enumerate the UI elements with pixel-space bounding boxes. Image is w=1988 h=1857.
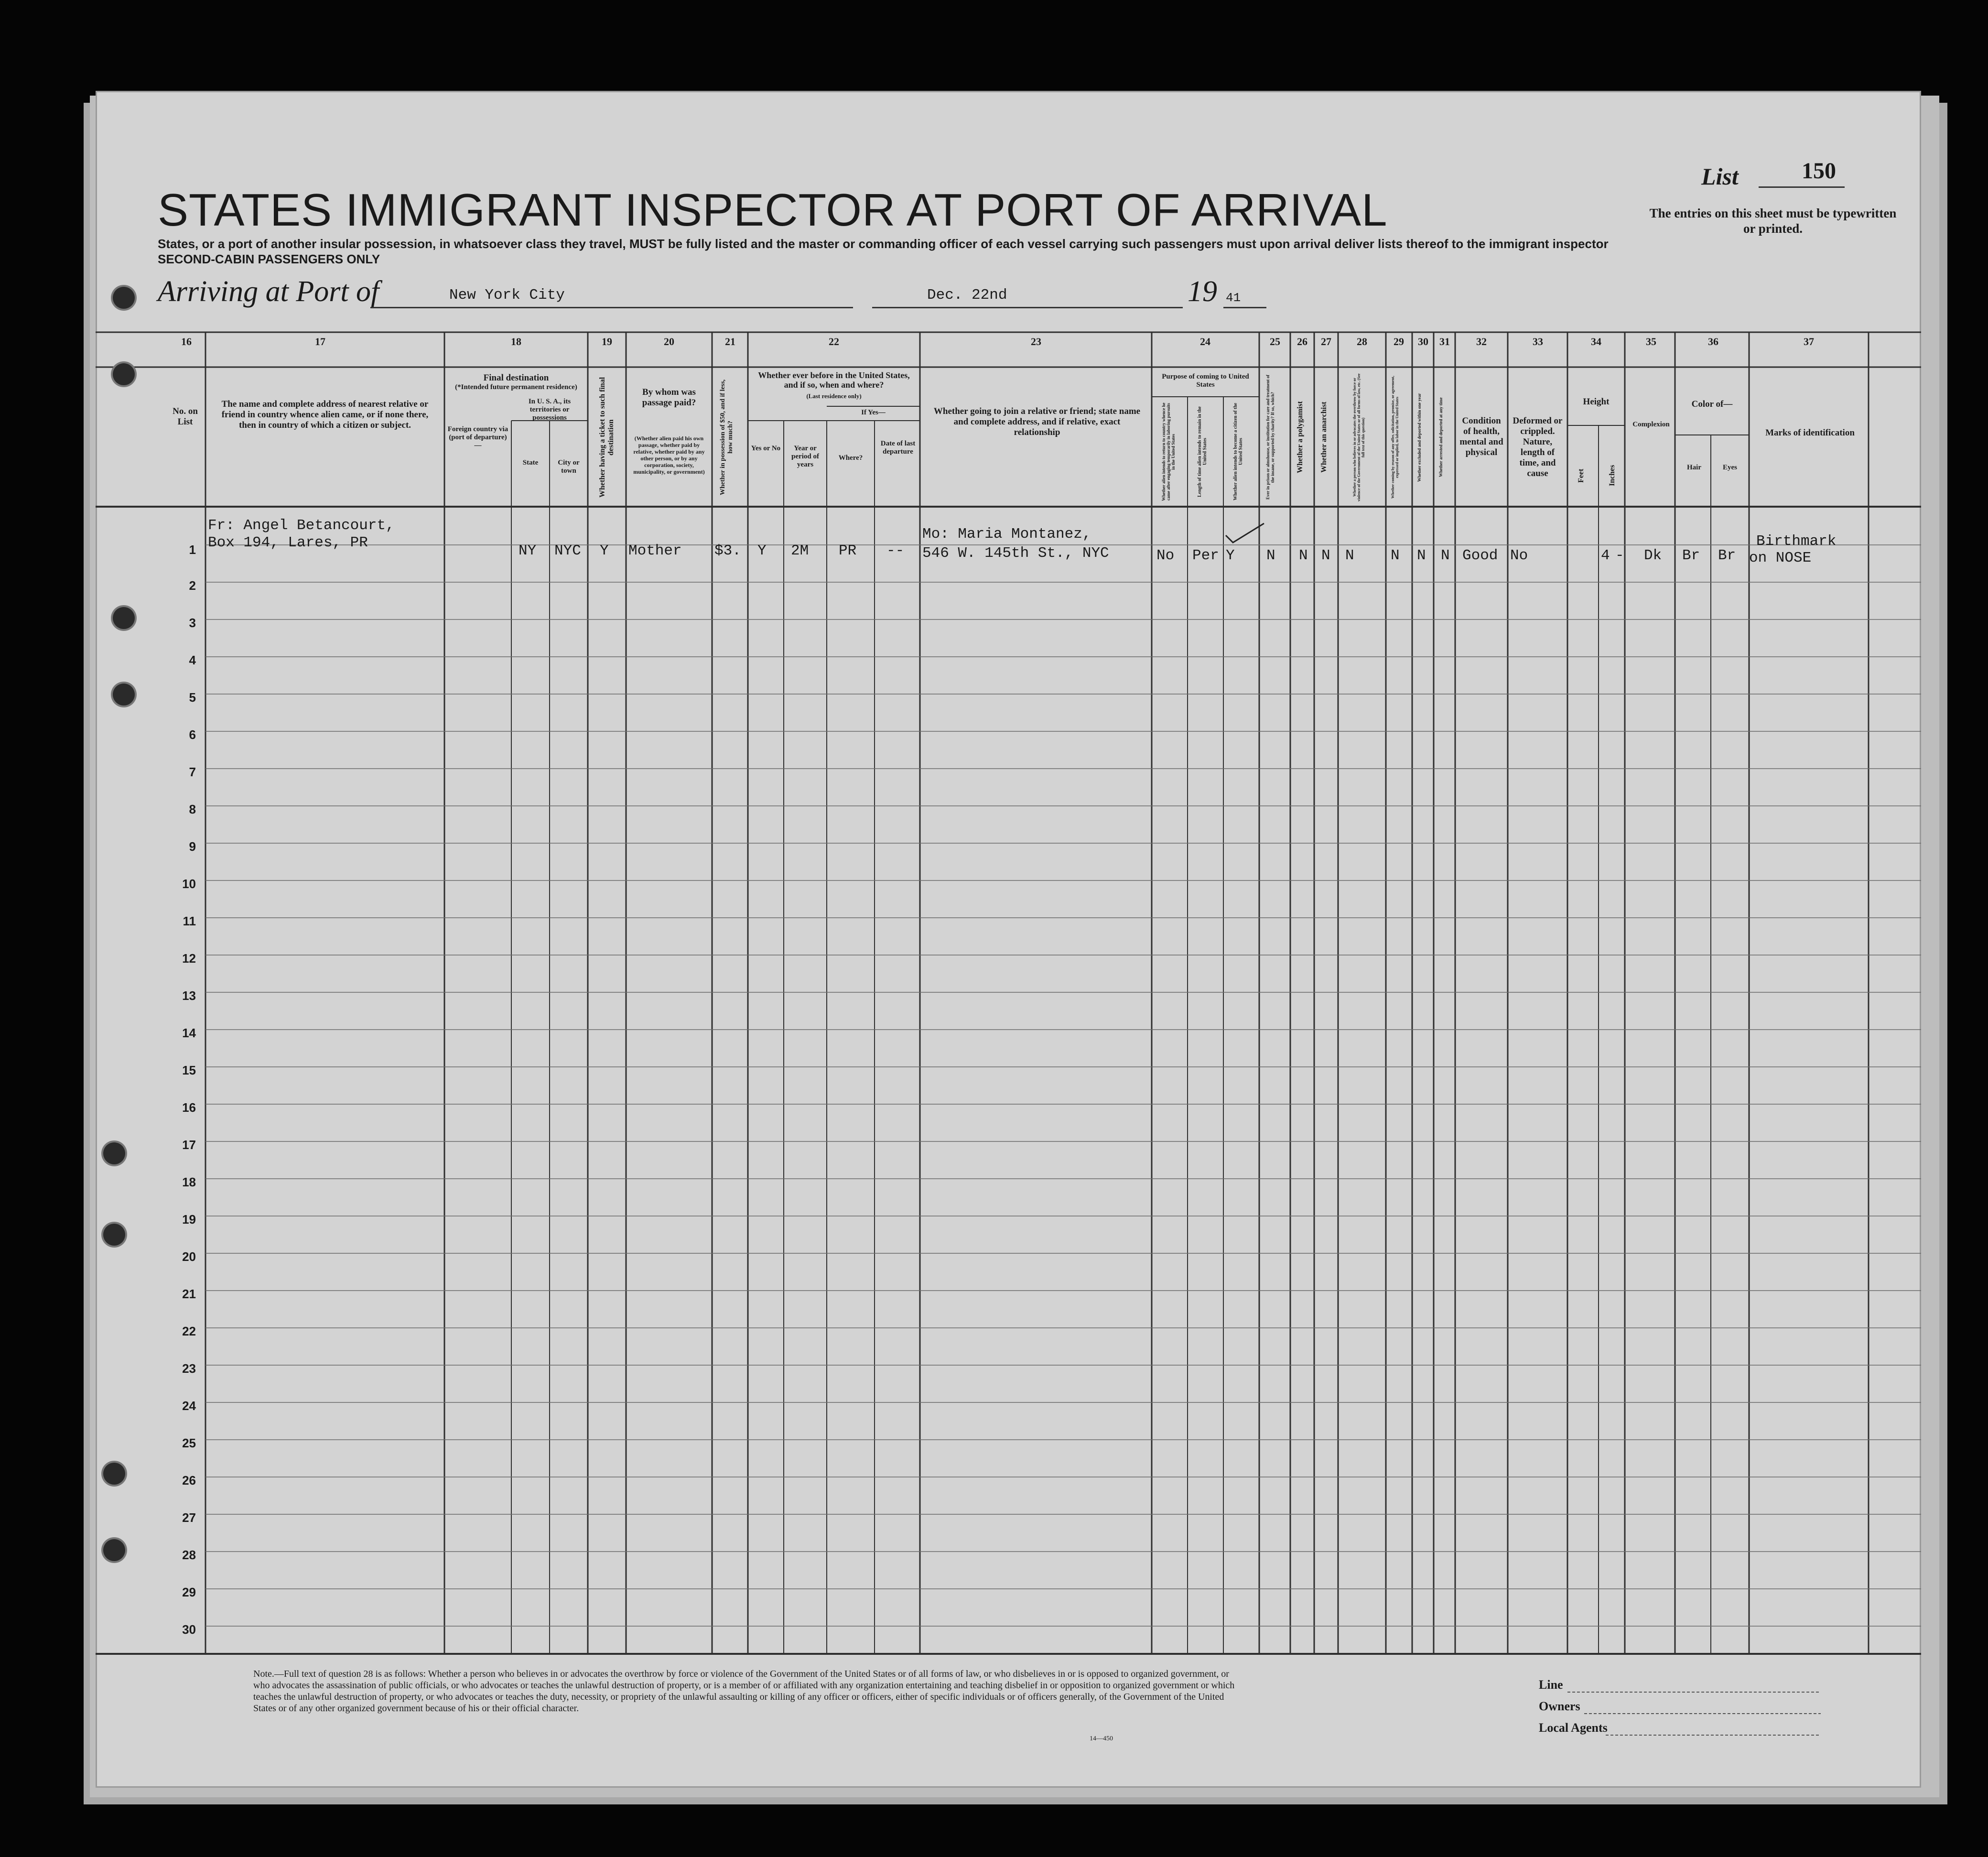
column-number: 22 (829, 336, 839, 348)
header-by-whom: By whom was passage paid? (642, 387, 696, 408)
header-where: Where? (838, 454, 863, 462)
entry-eyes: Br (1718, 547, 1736, 564)
manifest-sheet (96, 91, 1921, 1788)
header-health: Condition of health, mental and physical (1459, 416, 1503, 457)
header-no-on-list: No. on List (173, 406, 198, 427)
row-number: 15 (182, 1063, 196, 1077)
binder-hole (113, 363, 135, 385)
entry-hair: Br (1682, 547, 1700, 564)
header-q28: Whether a person who believes in or advocates the overthrow by force or violence of the Government of the United States or of all forms of law, etc. (See full text of this question) (1352, 373, 1365, 501)
entry-state: NY (519, 543, 537, 559)
header-purpose-b: Length of time alien intends to remain in the United States (1197, 406, 1208, 497)
column-number: 30 (1418, 336, 1428, 348)
header-marks: Marks of identification (1765, 428, 1855, 438)
entry-marks-line1: Birthmark (1756, 533, 1837, 550)
entry-q30: N (1417, 547, 1426, 564)
row-number: 2 (189, 578, 196, 593)
entry-complexion: Dk (1644, 547, 1662, 564)
header-date-last: Date of last departure (880, 440, 916, 456)
header-purpose: Purpose of coming to United States (1162, 373, 1249, 389)
header-by-whom-note: (Whether alien paid his own passage, whether paid by relative, whether paid by any other person, or by any corporation, society, municipality, or government) (633, 435, 705, 475)
column-number: 31 (1439, 336, 1450, 348)
header-purpose-a: Whether alien intends to return to country whence he came after engaging temporarily in laboring pursuits in the United States (1161, 402, 1176, 501)
list-number: 150 (1802, 158, 1836, 184)
header-if-yes: If Yes— (861, 409, 886, 416)
column-number: 19 (602, 336, 612, 348)
page-title: STATES IMMIGRANT INSPECTOR AT PORT OF ARRIVAL (158, 185, 1388, 236)
row-number: 4 (189, 653, 196, 667)
column-number: 32 (1476, 336, 1487, 348)
header-q29: Whether coming by reason of any offer, solicitation, promise, or agreement, expressed or implied, to labor in the United States (1391, 376, 1399, 499)
entry-money: $3. (714, 543, 741, 559)
row-number: 6 (189, 728, 196, 742)
row-number: 1 (189, 543, 196, 557)
list-label: List (1701, 163, 1739, 190)
column-number: 18 (511, 336, 521, 348)
row-number: 27 (182, 1510, 196, 1525)
entry-ever-before: Y (757, 543, 767, 559)
binder-hole (103, 1224, 125, 1246)
row-number: 12 (182, 951, 196, 966)
header-inches: Inches (1608, 465, 1616, 487)
form-number: 14—450 (1090, 1735, 1113, 1742)
entry-relative-line2: Box 194, Lares, PR (208, 534, 368, 551)
entry-period: 2M (791, 543, 809, 559)
binder-hole (113, 607, 135, 629)
header-purpose-c: Whether alien intends to become a citizen of the United States (1233, 402, 1243, 501)
row-number: 30 (182, 1622, 196, 1637)
entry-polygamist: N (1299, 547, 1308, 564)
header-final-destination: Final destination (483, 373, 549, 383)
owners-label: Owners (1539, 1699, 1580, 1713)
header-height: Height (1583, 397, 1610, 407)
arrival-date: Dec. 22nd (927, 287, 1007, 304)
entry-city: NYC (554, 543, 581, 559)
row-number: 3 (189, 616, 196, 630)
entry-prison: N (1266, 547, 1275, 564)
header-in-usa: In U. S. A., its territories or possessions (528, 398, 571, 422)
column-number: 37 (1804, 336, 1814, 348)
entry-inches: - (1615, 547, 1624, 564)
row-number: 10 (182, 877, 196, 891)
cabin-class: SECOND-CABIN PASSENGERS ONLY (158, 252, 380, 266)
line-label: Line (1539, 1678, 1563, 1692)
column-number: 27 (1321, 336, 1331, 348)
header-polygamist: Whether a polygamist (1296, 401, 1304, 474)
row-number: 7 (189, 765, 196, 779)
header-q30: Whether excluded and deported within one year (1417, 393, 1422, 482)
header-ever-before-note: (Last residence only) (806, 392, 862, 400)
row-number: 23 (182, 1361, 196, 1376)
agents-label: Local Agents (1539, 1721, 1608, 1735)
header-ticket: Whether having a ticket to such final destination (598, 377, 615, 498)
header-color-of: Color of— (1691, 399, 1733, 409)
footer-note: Note.—Full text of question 28 is as follows: Whether a person who believes in or advocates the overthrow by force or violence of the Government of the United States or of all forms of law, or who disbelieves in or is opposed to organized government, or who advocates the assassination of public officials, or who advocates or teaches the unlawful destruction of property, or is a member of or affiliated with any organization entertaining and teaching disbelief in or opposition to organized government or which teaches the unlawful destruction of property, or who advocates or teaches the duty, necessity, or propriety of the unlawful assaulting or killing of any officer or officers, either of specific individuals or of officers generally, of the Government of the United States or of any other organized government because of his or their official character. (253, 1669, 1235, 1714)
row-number: 9 (189, 839, 196, 854)
header-feet: Feet (1577, 468, 1585, 483)
entry-deformed: No (1510, 547, 1528, 564)
column-number: 16 (181, 336, 192, 348)
row-number: 5 (189, 690, 196, 705)
typewritten-note: The entries on this sheet must be typewritten or printed. (1649, 206, 1897, 236)
column-number: 36 (1708, 336, 1718, 348)
row-number: 13 (182, 988, 196, 1003)
header-eyes: Eyes (1723, 464, 1737, 471)
column-number: 35 (1646, 336, 1656, 348)
column-number: 26 (1297, 336, 1307, 348)
header-joining: Whether going to join a relative or friend; state name and complete address, and if relative, exact relationship (933, 406, 1141, 437)
row-number: 11 (183, 914, 196, 928)
row-number: 17 (182, 1138, 196, 1152)
column-number: 25 (1270, 336, 1280, 348)
header-city: City or town (558, 459, 580, 475)
row-number: 28 (182, 1548, 196, 1562)
year-prefix: 19 (1188, 275, 1217, 308)
header-final-destination-note: (*Intended future permanent residence) (455, 383, 577, 391)
entry-q31: N (1441, 547, 1450, 564)
entry-marks-line2: on NOSE (1749, 550, 1812, 566)
entry-purpose-c: Y (1226, 547, 1235, 564)
column-number: 24 (1200, 336, 1210, 348)
header-hair: Hair (1687, 464, 1701, 471)
binder-hole (113, 287, 135, 309)
header-yes-no: Yes or No (751, 445, 781, 452)
header-state: State (522, 459, 539, 467)
entry-date-departure: -- (886, 543, 905, 559)
column-number: 34 (1591, 336, 1601, 348)
header-possession: Whether in possession of $50, and if less, how much? (719, 379, 734, 496)
entry-joining-line2: 546 W. 145th St., NYC (922, 545, 1109, 562)
row-number: 29 (182, 1585, 196, 1599)
entry-q28: N (1345, 547, 1354, 564)
header-anarchist: Whether an anarchist (1320, 402, 1328, 473)
row-number: 20 (182, 1249, 196, 1264)
header-complexion: Complexion (1632, 421, 1670, 428)
port-name: New York City (449, 287, 565, 304)
entry-paid-by: Mother (628, 543, 682, 559)
row-number: 16 (182, 1100, 196, 1115)
binder-hole (103, 1463, 125, 1485)
entry-purpose-a: No (1156, 547, 1175, 564)
entry-purpose-b: Per (1192, 547, 1219, 564)
entry-joining-line1: Mo: Maria Montanez, (922, 526, 1091, 543)
column-number: 33 (1533, 336, 1543, 348)
row-number: 8 (189, 802, 196, 816)
header-nearest-relative: The name and complete address of nearest relative or friend in country whence alien came, or if none there, then in country of which a citizen or subject. (221, 399, 429, 430)
header-year-period: Year or period of years (791, 445, 819, 468)
entry-anarchist: N (1321, 547, 1330, 564)
entry-health: Good (1462, 547, 1498, 564)
entry-where: PR (839, 543, 857, 559)
binder-hole (113, 684, 135, 706)
row-number: 26 (182, 1473, 196, 1488)
header-q31: Whether arrested and deported at any time (1438, 397, 1443, 478)
entry-feet: 4 (1601, 547, 1610, 564)
row-number: 18 (182, 1175, 196, 1189)
entry-ticket: Y (600, 543, 609, 559)
column-number: 29 (1394, 336, 1404, 348)
row-number: 24 (182, 1399, 196, 1413)
row-number: 19 (182, 1212, 196, 1227)
header-foreign-country: Foreign country via (port of departure)— (447, 425, 508, 449)
entry-relative-line1: Fr: Angel Betancourt, (208, 517, 395, 534)
arriving-label: Arriving at Port of (158, 275, 379, 308)
entry-q29: N (1391, 547, 1400, 564)
year-suffix: 41 (1226, 291, 1241, 305)
instruction-text: States, or a port of another insular possession, in whatsoever class they travel, MUST be fully listed and the master or commanding officer of each vessel carrying such passengers must upon arrival deliver lists thereof to the immigrant inspector (158, 237, 1609, 251)
binder-hole (103, 1142, 125, 1164)
column-number: 23 (1031, 336, 1041, 348)
row-number: 14 (182, 1026, 196, 1040)
header-deformed: Deformed or crippled. Nature, length of time, and cause (1513, 416, 1563, 478)
column-number: 28 (1357, 336, 1367, 348)
check-mark (1223, 521, 1266, 545)
binder-hole (103, 1539, 125, 1561)
column-number: 17 (315, 336, 325, 348)
row-number: 25 (182, 1436, 196, 1450)
header-ever-before: Whether ever before in the United States, and if so, when and where? (758, 370, 910, 390)
column-number: 20 (664, 336, 674, 348)
column-number: 21 (725, 336, 735, 348)
header-prison: Ever in prison or almshouse, or institution for care and treatment of the insane, or supported by charity? If so, which? (1265, 375, 1275, 500)
row-number: 22 (182, 1324, 196, 1338)
row-number: 21 (182, 1287, 196, 1301)
